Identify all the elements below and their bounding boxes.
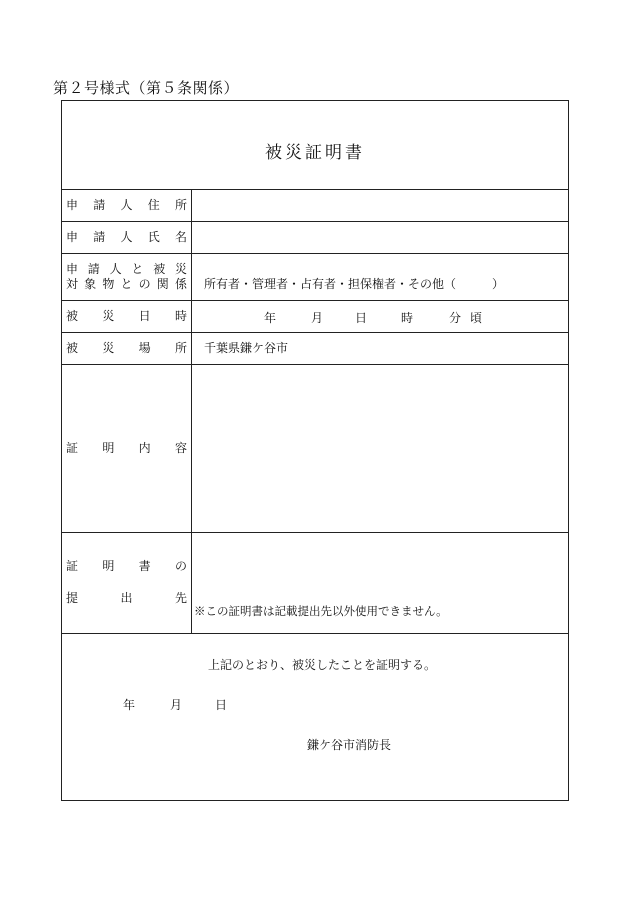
usage-note: ※この証明書は記載提出先以外使用できません。	[194, 604, 448, 618]
form-number-label: 第２号様式（第５条関係）	[53, 79, 240, 97]
issue-day-unit: 日	[215, 698, 228, 712]
row-divider	[62, 253, 568, 254]
column-divider	[191, 189, 192, 633]
relationship-options[interactable]: 所有者・管理者・占有者・担保権者・その他（ ）	[204, 277, 505, 291]
label-relationship-line1: 申 請 人 と 被 災	[66, 262, 187, 276]
submission-destination-field[interactable]	[193, 533, 568, 593]
certification-content-field[interactable]	[193, 365, 568, 531]
disaster-location-value[interactable]: 千葉県鎌ケ谷市	[204, 341, 289, 355]
label-applicant-address: 申 請 人 住 所	[66, 198, 187, 212]
issue-year-unit: 年	[123, 698, 136, 712]
label-disaster-location: 被 災 場 所	[66, 341, 187, 355]
row-divider	[62, 300, 568, 301]
label-relationship-line2: 対 象 物 と の 関 係	[66, 277, 187, 291]
label-disaster-datetime: 被 災 日 時	[66, 309, 187, 323]
approx-unit: 頃	[470, 311, 483, 325]
label-submission-line2: 提 出 先	[66, 591, 187, 605]
applicant-name-field[interactable]	[193, 222, 568, 252]
document-title: 被災証明書	[265, 143, 365, 163]
day-unit: 日	[355, 311, 368, 325]
issuer-name: 鎌ケ谷市消防長	[307, 738, 392, 752]
minute-unit: 分	[449, 311, 462, 325]
label-applicant-name: 申 請 人 氏 名	[66, 230, 187, 244]
certification-statement: 上記のとおり、被災したことを証明する。	[208, 658, 437, 672]
certificate-form	[61, 100, 569, 801]
hour-unit: 時	[401, 311, 414, 325]
disaster-datetime-field[interactable]	[192, 309, 570, 323]
label-certification-content: 証 明 内 容	[66, 441, 187, 455]
label-submission-line1: 証 明 書 の	[66, 559, 187, 573]
issue-month-unit: 月	[170, 698, 183, 712]
applicant-address-field[interactable]	[193, 190, 568, 220]
year-unit: 年	[264, 311, 277, 325]
row-divider	[62, 633, 568, 634]
month-unit: 月	[311, 311, 324, 325]
row-divider	[62, 332, 568, 333]
